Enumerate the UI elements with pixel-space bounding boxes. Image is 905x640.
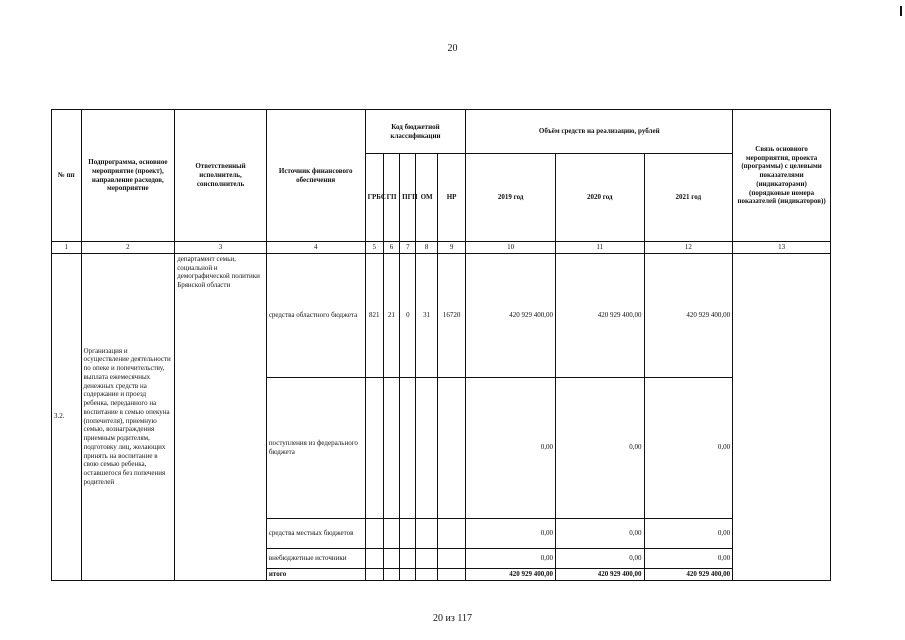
column-number: 10 bbox=[466, 242, 556, 254]
column-number: 11 bbox=[555, 242, 644, 254]
column-number: 12 bbox=[644, 242, 733, 254]
source-name: внебюджетные источники bbox=[266, 548, 365, 568]
source-name: средства областного бюджета bbox=[266, 253, 365, 377]
column-number: 2 bbox=[81, 242, 175, 254]
code-nr bbox=[437, 518, 466, 548]
total-label: итого bbox=[266, 568, 365, 580]
column-number: 1 bbox=[52, 242, 82, 254]
code-om bbox=[416, 377, 437, 518]
header-link: Связь основного мероприятия, проекта (программы) с целевыми показателями (индикаторами) (порядковые номера показателей (индикаторов)) bbox=[733, 110, 831, 242]
measure-description: Организация и осуществление деятельности по опеке и попечительству, выплата ежемесячных денежных средств на содержание и проезд ребенка, переданного на воспитание в семью опекуна (попечителя), приемную семью, вознаграждения приемным родителям, подготовку лиц, желающих принять на воспитание в свою семью ребенка, оставшегося без попечения родителей bbox=[81, 253, 175, 580]
amount-2020: 0,00 bbox=[555, 518, 644, 548]
header-volume-group: Объём средств на реализацию, рублей bbox=[466, 110, 733, 154]
page-counter-bottom: 20 из 117 bbox=[433, 613, 472, 624]
code-grbs bbox=[365, 568, 383, 580]
code-gp bbox=[383, 568, 399, 580]
column-number: 6 bbox=[383, 242, 399, 254]
code-grbs bbox=[365, 548, 383, 568]
table-row bbox=[52, 253, 831, 377]
column-number: 4 bbox=[266, 242, 365, 254]
column-number: 13 bbox=[733, 242, 831, 254]
column-number: 5 bbox=[365, 242, 383, 254]
amount-2020: 0,00 bbox=[555, 377, 644, 518]
code-om bbox=[416, 518, 437, 548]
header-nr: НР bbox=[437, 154, 466, 242]
code-pgp bbox=[400, 548, 416, 568]
source-name: средства местных бюджетов bbox=[266, 518, 365, 548]
indicator-link bbox=[733, 253, 831, 580]
header-executor: Ответственный исполнитель, соисполнитель bbox=[175, 110, 267, 242]
code-om bbox=[416, 568, 437, 580]
source-name: поступления из федерального бюджета bbox=[266, 377, 365, 518]
amount-2020: 0,00 bbox=[555, 548, 644, 568]
header-year-2019: 2019 год bbox=[466, 154, 556, 242]
code-nr bbox=[437, 377, 466, 518]
header-gp: ГП bbox=[383, 154, 399, 242]
code-grbs bbox=[365, 377, 383, 518]
executor: департамент семьи, социальной и демографической политики Брянской области bbox=[175, 253, 267, 580]
column-number: 9 bbox=[437, 242, 466, 254]
code-pgp bbox=[400, 518, 416, 548]
code-nr bbox=[437, 548, 466, 568]
column-number: 8 bbox=[416, 242, 437, 254]
code-grbs bbox=[365, 518, 383, 548]
amount-2021: 0,00 bbox=[644, 518, 733, 548]
total-2020: 420 929 400,00 bbox=[555, 568, 644, 580]
amount-2019: 0,00 bbox=[466, 377, 556, 518]
code-gp bbox=[383, 518, 399, 548]
total-2021: 420 929 400,00 bbox=[644, 568, 733, 580]
header-grbs: ГРБС bbox=[365, 154, 383, 242]
amount-2019: 0,00 bbox=[466, 548, 556, 568]
header-num: № пп bbox=[52, 110, 82, 242]
code-nr: 16720 bbox=[437, 253, 466, 377]
code-nr bbox=[437, 568, 466, 580]
amount-2021: 420 929 400,00 bbox=[644, 253, 733, 377]
amount-2019: 0,00 bbox=[466, 518, 556, 548]
code-pgp: 0 bbox=[400, 253, 416, 377]
code-grbs: 821 bbox=[365, 253, 383, 377]
column-number: 7 bbox=[400, 242, 416, 254]
amount-2019: 420 929 400,00 bbox=[466, 253, 556, 377]
page-number-top: 20 bbox=[447, 43, 458, 54]
code-gp: 21 bbox=[383, 253, 399, 377]
header-subprogram: Подпрограмма, основное мероприятие (проект), направление расходов, мероприятие bbox=[81, 110, 175, 242]
amount-2020: 420 929 400,00 bbox=[555, 253, 644, 377]
total-2019: 420 929 400,00 bbox=[466, 568, 556, 580]
header-pgp: ПГП bbox=[400, 154, 416, 242]
code-gp bbox=[383, 377, 399, 518]
budget-table bbox=[51, 109, 831, 581]
amount-2021: 0,00 bbox=[644, 377, 733, 518]
code-gp bbox=[383, 548, 399, 568]
header-year-2020: 2020 год bbox=[555, 154, 644, 242]
code-om: 31 bbox=[416, 253, 437, 377]
code-om bbox=[416, 548, 437, 568]
header-code-group: Код бюджетной классификации bbox=[365, 110, 466, 154]
column-numbers-row bbox=[52, 242, 831, 254]
column-number: 3 bbox=[175, 242, 267, 254]
row-number: 3.2. bbox=[52, 253, 82, 580]
header-year-2021: 2021 год bbox=[644, 154, 733, 242]
code-pgp bbox=[400, 568, 416, 580]
header-om: ОМ bbox=[416, 154, 437, 242]
code-pgp bbox=[400, 377, 416, 518]
amount-2021: 0,00 bbox=[644, 548, 733, 568]
header-source: Источник финансового обеспечения bbox=[266, 110, 365, 242]
scan-edge-mark bbox=[900, 6, 902, 16]
